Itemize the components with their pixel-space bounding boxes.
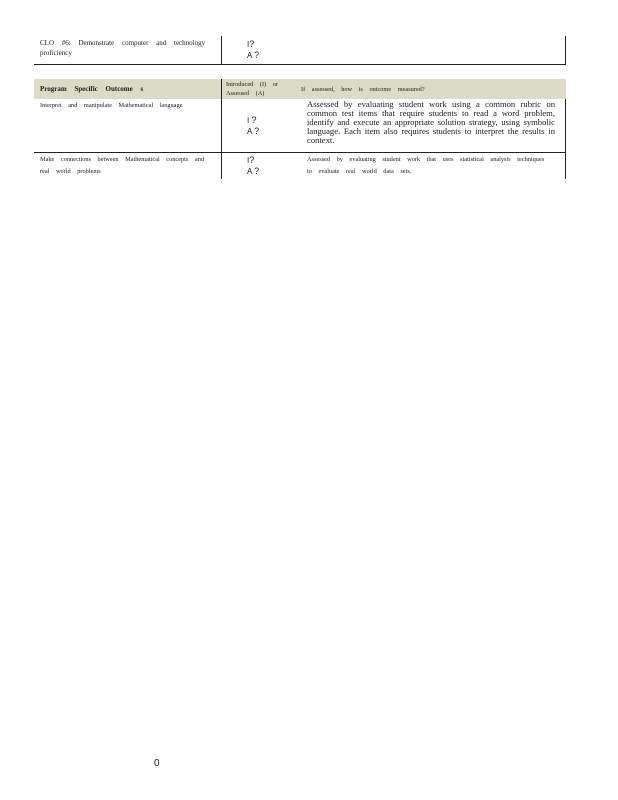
assessed-q: ? bbox=[254, 165, 260, 176]
clo-assessed bbox=[247, 50, 316, 61]
how-cell bbox=[297, 152, 566, 179]
clo-ia-cell bbox=[222, 36, 317, 64]
how-cell bbox=[297, 99, 566, 152]
header-ia-cell bbox=[222, 79, 298, 99]
clo-label-cell bbox=[34, 36, 222, 64]
header-how: If assessed, how is outcome measured? bbox=[301, 85, 425, 93]
assessed-letter: A bbox=[247, 166, 252, 176]
clo-introduced-letter: I bbox=[247, 40, 250, 49]
clo-label: CLO #6: Demonstrate computer and technology proficiency bbox=[40, 39, 206, 57]
introduced-mark bbox=[247, 155, 297, 166]
clo-introduced-mark: ? bbox=[249, 39, 255, 49]
how-text: Assessed by evaluating student work that uses statistical analysis techniques to evaluate real world data sets. bbox=[307, 155, 545, 175]
ia-cell bbox=[222, 99, 298, 152]
clo-introduced bbox=[247, 39, 316, 50]
outcome-text: Make connections between Mathematical concepts and real world problems bbox=[40, 155, 205, 175]
introduced-q: ? bbox=[249, 154, 255, 165]
clo-table bbox=[34, 36, 566, 65]
ia-cell bbox=[222, 152, 298, 179]
assessed-q: ? bbox=[254, 126, 260, 136]
header-outcome: Program Specific Outcome s bbox=[40, 85, 144, 93]
introduced-q: ? bbox=[251, 115, 257, 125]
assessed-letter: A bbox=[247, 127, 252, 136]
assessed-mark bbox=[247, 166, 297, 177]
introduced-letter: I bbox=[247, 155, 250, 165]
clo-assessed-letter: A bbox=[247, 51, 252, 60]
outcome-cell bbox=[34, 99, 222, 152]
clo-empty-cell bbox=[316, 36, 566, 64]
outcome-text: Interpret and manipulate Mathematical language bbox=[40, 102, 183, 109]
introduced-mark bbox=[247, 115, 297, 126]
page-number: 0 bbox=[154, 758, 160, 769]
header-how-cell bbox=[297, 79, 566, 99]
table-row bbox=[34, 152, 566, 179]
header-ia: Introduced (I) or Assessed (A) bbox=[226, 81, 278, 97]
outcomes-header-row bbox=[34, 79, 566, 99]
table-row bbox=[34, 36, 566, 64]
outcome-cell bbox=[34, 152, 222, 179]
how-text: Assessed by evaluating student work using a common rubric on common test items that require students to read a word problem, identify and execute an appropriate solution strategy, using symbolic language. Each item also requires students to interpret the results in context. bbox=[307, 99, 555, 145]
table-row bbox=[34, 99, 566, 152]
introduced-letter: I bbox=[247, 116, 250, 125]
header-outcome-cell bbox=[34, 79, 222, 99]
outcomes-table bbox=[34, 79, 566, 179]
clo-assessed-mark: ? bbox=[254, 50, 260, 60]
assessed-mark bbox=[247, 126, 297, 137]
